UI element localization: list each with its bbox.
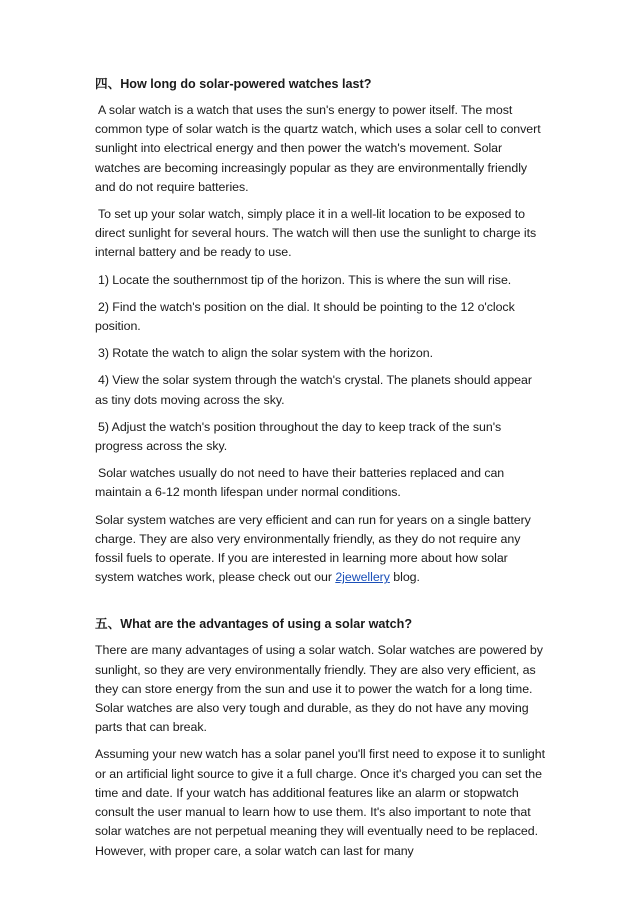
paragraph-lifespan: Solar watches usually do not need to have their batteries replaced and can maintain a 6-12 month lifespan under normal conditions. <box>95 466 505 500</box>
section-4-heading: 四、How long do solar-powered watches last? <box>95 77 372 91</box>
paragraph-solar-watch-intro: A solar watch is a watch that uses the sun's energy to power itself. The most common type of solar watch is the quartz watch, which uses a solar cell to convert sunlight into electrical energy and then power the watch's movement. Solar watches are becoming increasingly popular as they are environmentally friendly and do not require batteries. <box>95 103 541 194</box>
step-1: 1) Locate the southernmost tip of the horizon. This is where the sun will rise. <box>98 272 512 287</box>
step-4: 4) View the solar system through the watch's crystal. The planets should appear as tiny dots moving across the sky. <box>95 373 532 407</box>
step-5: 5) Adjust the watch's position throughout the day to keep track of the sun's progress across the sky. <box>95 419 502 454</box>
section-gap <box>95 595 546 615</box>
blog-link[interactable]: 2jewellery <box>335 570 390 585</box>
paragraph-advantages: There are many advantages of using a solar watch. Solar watches are powered by sunlight, so they are very environmentally friendly. They are also very efficient, as they can store energy from the sun and use it to power the watch for a long time. Solar watches are also very tough and durable, as they do not have any moving parts that can break. <box>95 643 543 735</box>
paragraph-setup: To set up your solar watch, simply place it in a well-lit location to be exposed to direct sunlight for several hours. The watch will then use the sunlight to charge its internal battery and be ready to use. <box>95 207 537 260</box>
closing-text-before-link: Solar system watches are very efficient and can run for years on a single battery charge. They are also very environmentally friendly, as they do not require any fossil fuels to operate. If you are interested in learning more about how solar system watches work, please check out our <box>95 512 531 585</box>
section-5-heading: 五、What are the advantages of using a solar watch? <box>95 617 413 632</box>
closing-text-after-link: blog. <box>389 570 420 585</box>
paragraph-closing <box>95 511 546 588</box>
paragraph-charging: Assuming your new watch has a solar panel you'll first need to expose it to sunlight or an artificial light source to give it a full charge. Once it's charged you can set the time and date. If your watch has additional features like an alarm or stopwatch consult the user manual to learn how to use them. It's also important to note that solar watches are not perpetual meaning they will eventually need to be replaced. However, with proper care, a solar watch can last for many <box>95 747 545 858</box>
step-3: 3) Rotate the watch to align the solar system with the horizon. <box>98 346 434 361</box>
step-2: 2) Find the watch's position on the dial. It should be pointing to the 12 o'clock position. <box>95 299 515 334</box>
